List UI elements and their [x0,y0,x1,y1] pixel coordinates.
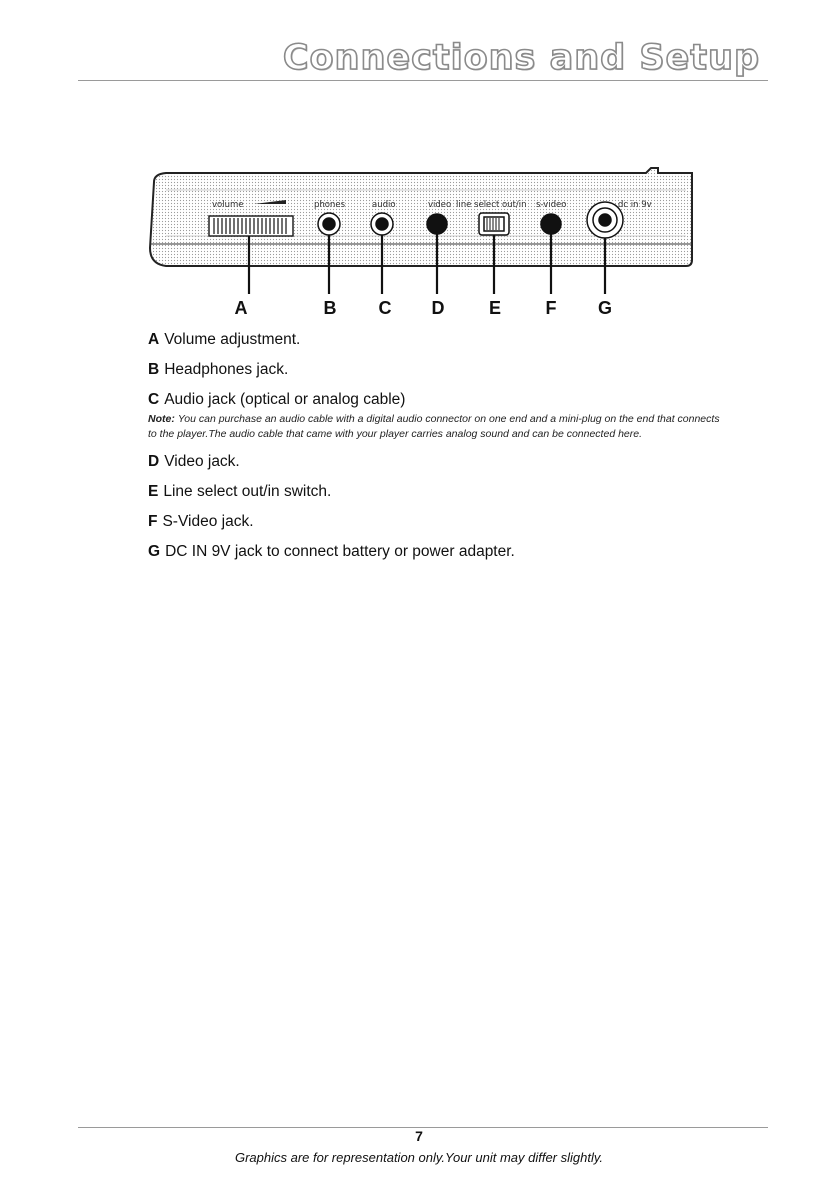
item-letter: A [148,331,160,348]
footer-note: Graphics are for representation only.Your unit may differ slightly. [234,1150,604,1165]
port-label-phones: phones [314,200,346,210]
item-text: S-Video jack. [162,513,254,530]
item-text: DC IN 9V jack to connect battery or power adapter. [165,543,515,560]
item-letter: G [148,543,161,560]
s-video-jack [541,214,561,234]
description-item-b [148,360,728,380]
item-text: Video jack. [164,453,240,470]
port-label-dc-in: dc in 9v [618,200,652,210]
callout-c: C [378,298,392,318]
item-letter: E [148,483,159,500]
port-label-volume: volume [212,200,244,210]
header-rule [78,80,768,81]
callout-b: B [323,298,337,318]
port-label-audio: audio [372,200,396,210]
description-item-f [148,512,728,532]
item-text: Headphones jack. [164,361,289,378]
note-label: Note: [148,413,175,425]
item-letter: C [148,391,160,408]
description-item-c [148,390,728,410]
component-descriptions [148,330,728,572]
item-letter: B [148,361,160,378]
port-label-video: video [428,200,452,210]
item-letter: F [148,513,158,530]
item-text: Audio jack (optical or analog cable) [164,391,406,408]
callout-g: G [597,298,613,318]
callout-d: D [431,298,445,318]
page-number: 7 [415,1128,423,1144]
video-jack [427,214,447,234]
description-item-d [148,452,728,472]
description-item-g [148,542,728,562]
callout-a: A [234,298,248,318]
audio-note [148,412,728,442]
port-label-s-video: s-video [536,200,567,210]
item-letter: D [148,453,160,470]
description-item-a [148,330,728,350]
callout-e: E [488,298,502,318]
page-title: Connections and Setup [282,38,760,78]
port-label-line-select: line select out/in [456,200,527,210]
callout-f: F [545,298,557,318]
item-text: Line select out/in switch. [163,483,332,500]
item-text: Volume adjustment. [164,331,301,348]
device-side-panel-diagram [146,160,698,320]
description-item-e [148,482,728,502]
note-text: You can purchase an audio cable with a digital audio connector on one end and a mini-plug on the end that connects to the player.The audio cable that came with your player carries analog sound and can be connected here. [148,413,720,440]
